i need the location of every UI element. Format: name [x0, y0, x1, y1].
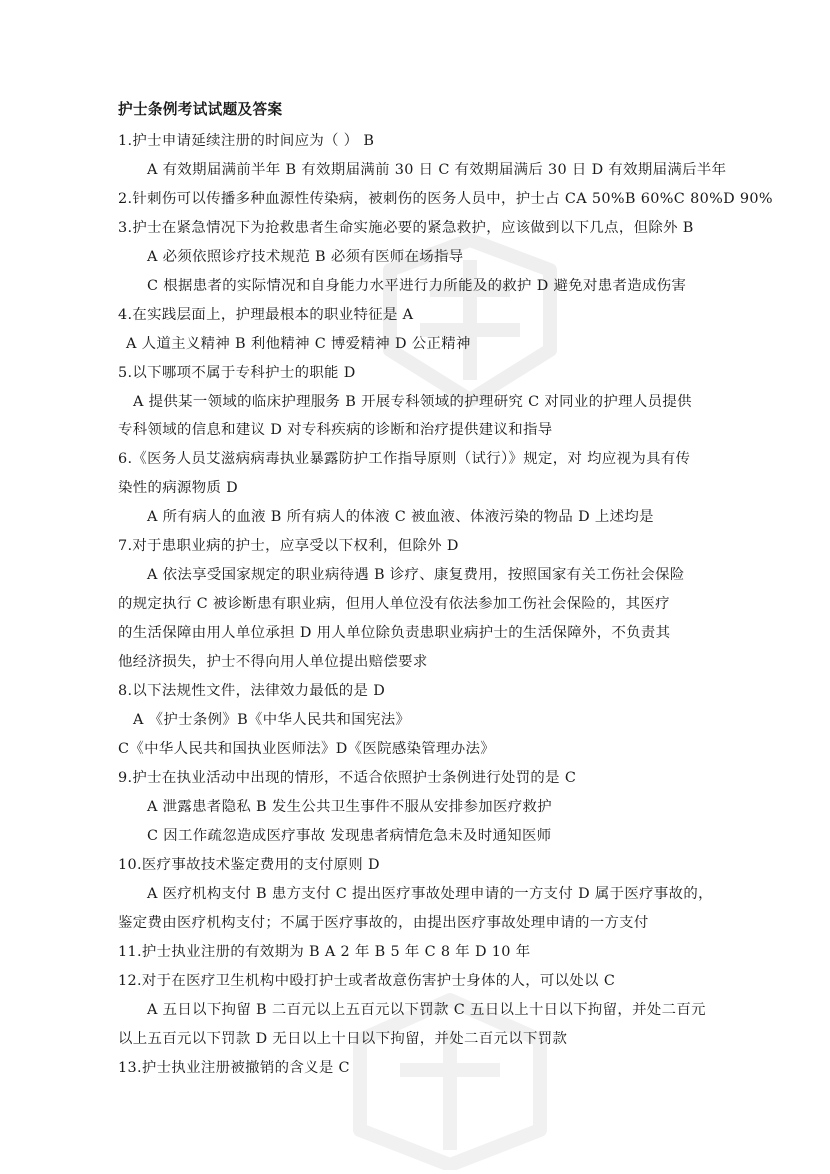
- question-10: 10.医疗事故技术鉴定费用的支付原则 D: [118, 857, 380, 873]
- options-10a: A 医疗机构支付 B 患方支付 C 提出医疗事故处理申请的一方支付 D 属于医疗事故的，: [147, 886, 713, 902]
- options-10b: 鉴定费由医疗机构支付；不属于医疗事故的，由提出医疗事故处理申请的一方支付: [118, 915, 649, 931]
- options-3b: C 根据患者的实际情况和自身能力水平进行力所能及的救护 D 避免对患者造成伤害: [147, 278, 687, 294]
- question-5: 5.以下哪项不属于专科护士的职能 D: [118, 365, 356, 381]
- question-8: 8.以下法规性文件，法律效力最低的是 D: [118, 683, 386, 699]
- options-8b: C《中华人民共和国执业医师法》D《医院感染管理办法》: [118, 741, 496, 757]
- options-7a: A 依法享受国家规定的职业病待遇 B 诊疗、康复费用，按照国家有关工伤社会保险: [147, 567, 685, 583]
- options-4: A 人道主义精神 B 利他精神 C 博爱精神 D 公正精神: [126, 336, 471, 352]
- question-4: 4.在实践层面上，护理最根本的职业特征是 A: [118, 307, 414, 323]
- question-6a: 6.《医务人员艾滋病病毒执业暴露防护工作指导原则（试行）》规定，对 均应视为具有传: [118, 451, 691, 467]
- options-9b: C 因工作疏忽造成医疗事故 发现患者病情危急未及时通知医师: [147, 828, 552, 844]
- options-6: A 所有病人的血液 B 所有病人的体液 C 被血液、体液污染的物品 D 上述均是: [147, 509, 654, 525]
- options-12b: 以上五百元以下罚款 D 无日以上十日以下拘留，并处二百元以下罚款: [118, 1031, 568, 1047]
- options-7c: 的生活保障由用人单位承担 D 用人单位除负责患职业病护士的生活保障外，不负责其: [118, 625, 671, 641]
- question-9: 9.护士在执业活动中出现的情形，不适合依照护士条例进行处罚的是 C: [118, 770, 577, 786]
- question-13: 13.护士执业注册被撤销的含义是 C: [118, 1060, 350, 1076]
- options-7d: 他经济损失，护士不得向用人单位提出赔偿要求: [118, 654, 428, 670]
- question-7: 7.对于患职业病的护士，应享受以下权利，但除外 D: [118, 538, 459, 554]
- question-6b: 染性的病源物质 D: [118, 480, 238, 496]
- question-2: 2.针刺伤可以传播多种血源性传染病，被刺伤的医务人员中，护士占 CA 50%B 60%C 80%D 90%: [118, 191, 773, 207]
- options-5b: 专科领域的信息和建议 D 对专科疾病的诊断和治疗提供建议和指导: [118, 422, 553, 438]
- options-3a: A 必须依照诊疗技术规范 B 必须有医师在场指导: [147, 249, 464, 265]
- question-11: 11.护士执业注册的有效期为 B A 2 年 B 5 年 C 8 年 D 10 年: [118, 944, 531, 960]
- question-12: 12.对于在医疗卫生机构中殴打护士或者故意伤害护士身体的人，可以处以 C: [118, 973, 616, 989]
- question-1: 1.护士申请延续注册的时间应为（ ） B: [118, 133, 375, 149]
- options-1: A 有效期届满前半年 B 有效期届满前 30 日 C 有效期届满后 30 日 D 有效期届满后半年: [147, 162, 727, 178]
- document-title: 护士条例考试试题及答案: [118, 101, 283, 118]
- options-9a: A 泄露患者隐私 B 发生公共卫生事件不服从安排参加医疗救护: [147, 799, 552, 815]
- options-8a: A 《护士条例》B《中华人民共和国宪法》: [133, 712, 411, 728]
- options-12a: A 五日以下拘留 B 二百元以上五百元以下罚款 C 五日以上十日以下拘留，并处二百元: [147, 1002, 706, 1018]
- options-5a: A 提供某一领域的临床护理服务 B 开展专科领域的护理研究 C 对同业的护理人员提供: [133, 394, 692, 410]
- options-7b: 的规定执行 C 被诊断患有职业病，但用人单位没有依法参加工伤社会保险的，其医疗: [118, 596, 670, 612]
- question-3: 3.护士在紧急情况下为抢救患者生命实施必要的紧急救护，应该做到以下几点，但除外 B: [118, 220, 694, 236]
